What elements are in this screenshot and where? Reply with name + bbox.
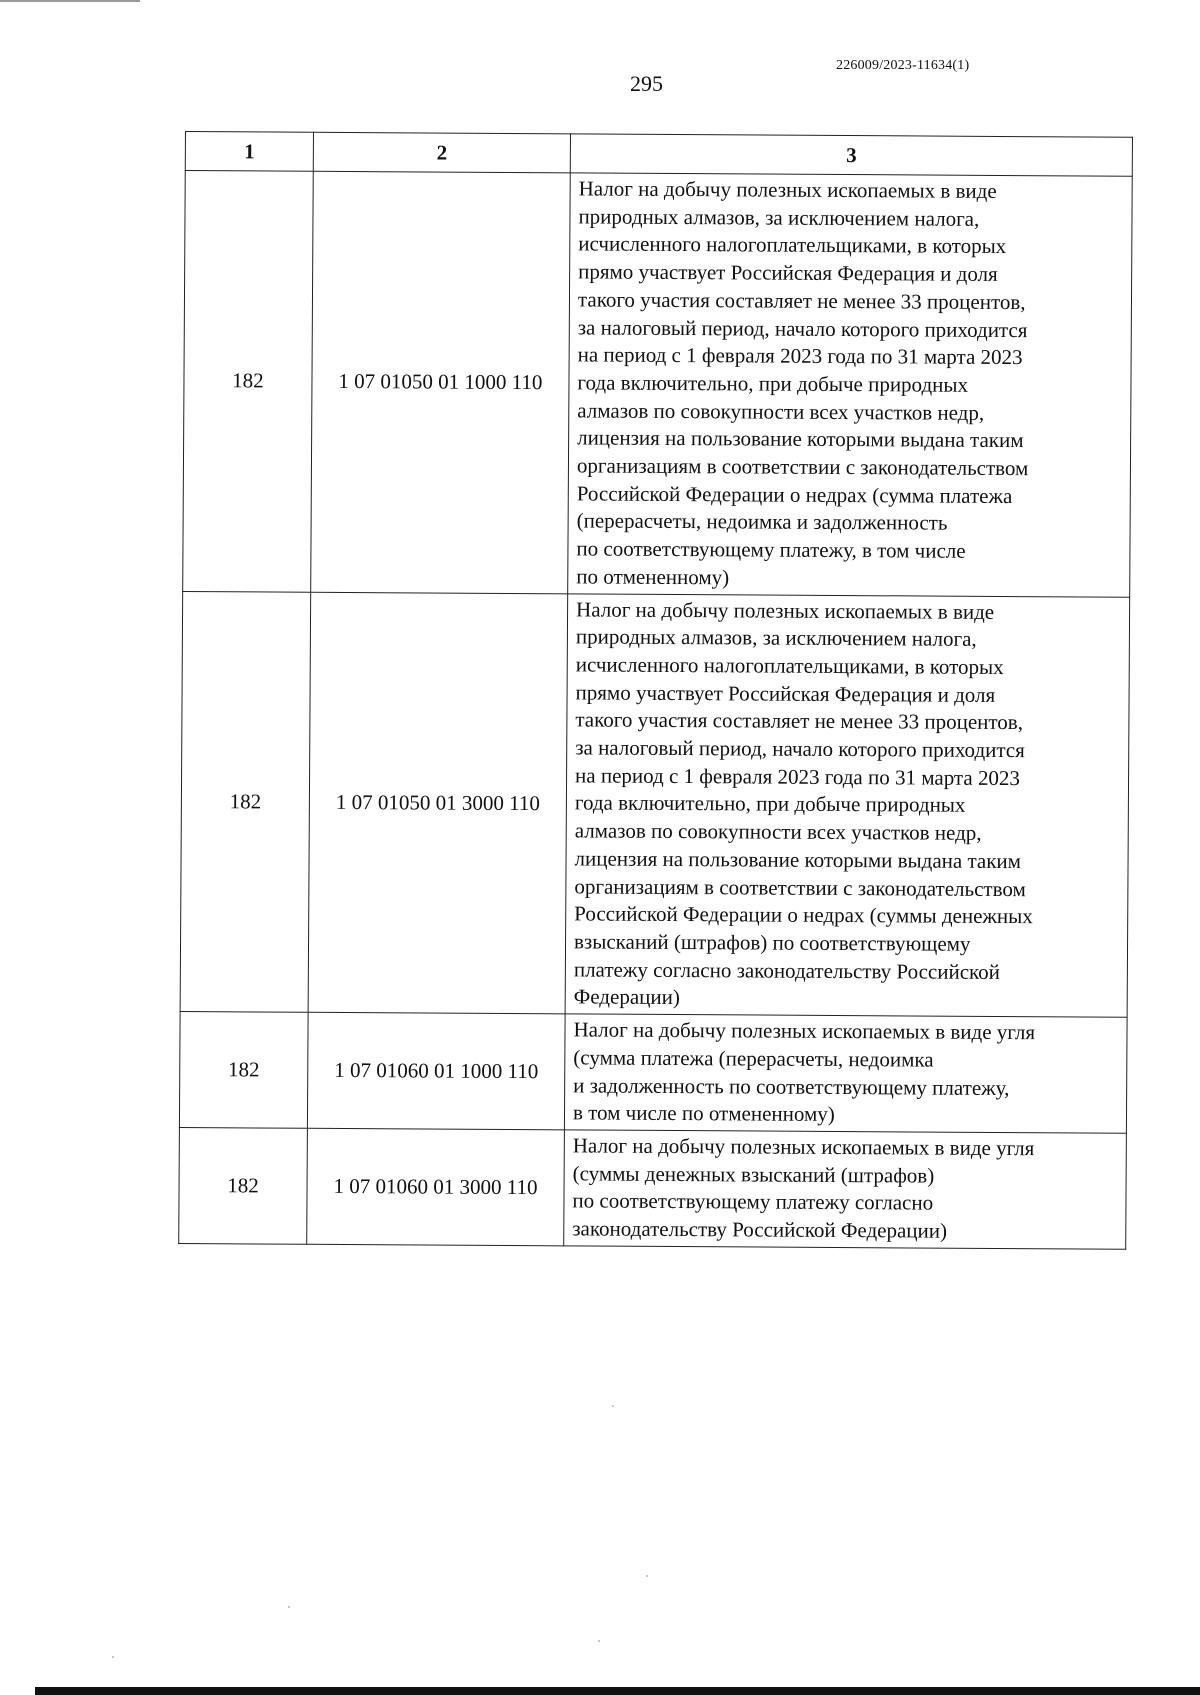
table-row [183, 171, 1133, 597]
income-description-cell: Налог на добычу полезных ископаемых в виде природных алмазов, за исключением налога, исчисленного налогоплательщиками, в которых прямо участвует Российская Федерация и доля такого участия составляет не менее 33 процентов, за налоговый период, начало которого приходится на период с 1 февраля 2023 года по 31 марта 2023 года включительно, при добыче природных алмазов по совокупности всех участков недр, лицензия на пользование которыми выдана таким организациям в соответствии с законодательством Российской Федерации о недрах (сумма платежа (перерасчеты, недоимка и задолженность по соответствующему платежу, в том числе по отмененному) [568, 173, 1133, 597]
admin-code-cell: 182 [179, 1127, 308, 1244]
column-header-3: 3 [570, 134, 1132, 176]
scan-speck [598, 1640, 600, 1642]
document-id: 226009/2023-11634(1) [836, 58, 970, 73]
scan-speck [612, 1405, 614, 1407]
table-header-row [185, 132, 1132, 177]
admin-code-cell: 182 [180, 591, 311, 1012]
income-description-cell: Налог на добычу полезных ископаемых в виде угля (сумма платежа (перерасчеты, недоимка и задолженность по соответствующему платежу, в том числе по отмененному) [564, 1014, 1127, 1133]
page-number: 295 [630, 71, 663, 96]
table-row [179, 1127, 1127, 1249]
budget-classification-code-cell: 1 07 01060 01 1000 110 [307, 1012, 565, 1129]
admin-code-cell: 182 [183, 171, 314, 592]
budget-code-table-wrapper [178, 131, 1132, 1249]
budget-classification-code-cell: 1 07 01050 01 1000 110 [311, 171, 571, 593]
scan-top-rule [0, 0, 140, 2]
admin-code-cell: 182 [179, 1012, 308, 1129]
income-description-cell: Налог на добычу полезных ископаемых в виде природных алмазов, за исключением налога, исчисленного налогоплательщиками, в которых прямо участвует Российская Федерация и доля такого участия составляет не менее 33 процентов, за налоговый период, начало которого приходится на период с 1 февраля 2023 года по 31 марта 2023 года включительно, при добыче природных алмазов по совокупности всех участков недр, лицензия на пользование которыми выдана таким организациям в соответствии с законодательством Российской Федерации о недрах (суммы денежных взысканий (штрафов) по соответствующему платежу согласно законодательству Российской Федерации) [565, 593, 1130, 1017]
scan-speck [112, 1656, 114, 1658]
income-description-cell: Налог на добычу полезных ископаемых в виде угля (суммы денежных взысканий (штрафов) по соответствующему платежу согласно законодательству Российской Федерации) [564, 1130, 1127, 1249]
table-row [179, 1012, 1127, 1134]
budget-code-table [178, 131, 1133, 1249]
scan-speck [646, 1575, 648, 1577]
table-row [180, 591, 1130, 1017]
budget-classification-code-cell: 1 07 01060 01 3000 110 [307, 1128, 565, 1245]
column-header-2: 2 [313, 132, 570, 173]
scan-speck [288, 1606, 290, 1608]
budget-classification-code-cell: 1 07 01050 01 3000 110 [308, 592, 568, 1014]
scan-bottom-bar [35, 1687, 1200, 1695]
column-header-1: 1 [185, 132, 313, 172]
